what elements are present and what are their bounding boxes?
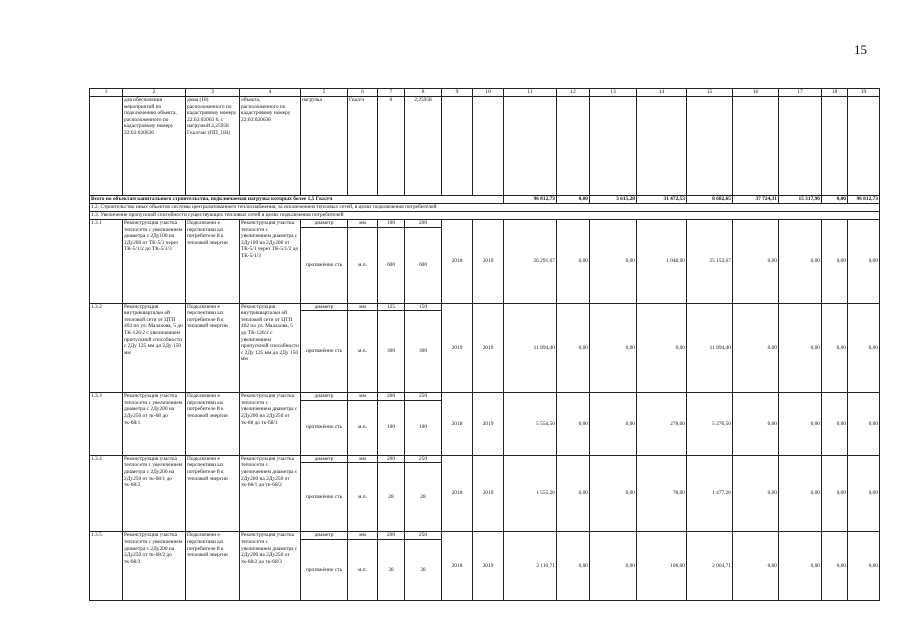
row-number: 1.3.3	[90, 393, 123, 456]
cost-value: 0,00	[733, 455, 779, 532]
section-heading-row	[90, 204, 880, 212]
cell	[637, 97, 687, 196]
cell	[733, 97, 779, 196]
row-number: 1.3.2	[90, 303, 123, 393]
row-number: 1.3.4	[90, 455, 123, 532]
column-number: 10	[473, 89, 504, 97]
parameter-unit: мм	[348, 220, 378, 228]
value-after: 200	[405, 220, 442, 228]
project-purpose: Подключени е перспективн ых потребителе й к тепловой энергии	[186, 532, 240, 601]
cell	[779, 97, 822, 196]
value-before: 28	[378, 463, 405, 532]
value-after: 28	[405, 463, 442, 532]
end-year: 2019	[473, 303, 504, 393]
project-purpose: Подключени е перспективн ых потребителе й к тепловой энергии	[186, 220, 240, 304]
cell	[504, 97, 557, 196]
start-year: 2018	[442, 393, 473, 456]
start-year: 2018	[442, 455, 473, 532]
cost-value: 0,00	[779, 303, 822, 393]
parameter-name: протяжённо сть	[301, 539, 348, 600]
parameter-name: диаметр	[301, 455, 348, 463]
value-after: 38	[405, 539, 442, 600]
cost-value: 0,00	[822, 532, 848, 601]
cost-value: 0,00	[557, 532, 590, 601]
value-before: 100	[378, 220, 405, 228]
page-number: 15	[854, 42, 867, 57]
parameter-name: протяжённо сть	[301, 400, 348, 455]
value-after: 150	[405, 303, 442, 311]
project-description: Реконструкция участка теплосети с увеличением диаметра с 2Ду200 на 2Ду250 от тк-68/2 до тк-68/3	[240, 532, 301, 601]
value-before: 125	[378, 303, 405, 311]
continuation-row	[90, 97, 880, 196]
end-year: 2019	[473, 393, 504, 456]
cost-value: 0,00	[848, 303, 880, 393]
cost-value: 0,00	[590, 220, 637, 304]
cost-value: 11 894,40	[504, 303, 557, 393]
project-purpose: Подключени е перспективн ых потребителе й к тепловой энергии	[186, 393, 240, 456]
start-year: 2018	[442, 532, 473, 601]
cost-value: 0,00	[733, 532, 779, 601]
section-heading: 1.2. Строительство иных объектов системы централизованного теплоснабжения, за исключением тепловых сетей, в целях подключения потребителей	[90, 204, 880, 212]
project-description: Реконструкция участка теплосети с увеличением диаметра с 2Ду200 на 2Ду250 от тк-68 до тк-68/1	[240, 393, 301, 456]
project-name: Реконструкция участка теплосети с увеличением диаметра с 2Ду200 на 2Ду250 от тк-68/1 до тк-68/2	[123, 455, 186, 532]
cost-value: 1 555,26	[504, 455, 557, 532]
end-year: 2019	[473, 532, 504, 601]
cell	[687, 97, 733, 196]
column-number: 18	[822, 89, 848, 97]
cost-value: 0,00	[557, 393, 590, 456]
value-before: 300	[378, 311, 405, 393]
project-description: Реконструкция участка теплосети с увеличением диаметра с 2Ду200 на 2Ду250 от тк-68/1 до тк-68/2	[240, 455, 301, 532]
total-value: 96 812,73	[504, 196, 557, 204]
cost-value: 0,00	[637, 303, 687, 393]
cost-value: 0,00	[590, 532, 637, 601]
parameter-unit: м.п.	[348, 400, 378, 455]
cell-name: для обеспечения мероприятий по подключению объекта, расположенного по кадастровому номеру 22:63:020636	[123, 97, 186, 196]
cost-value: 0,00	[557, 455, 590, 532]
cost-value: 0,00	[779, 455, 822, 532]
cost-value: 0,00	[848, 455, 880, 532]
cost-value: 0,00	[822, 455, 848, 532]
parameter-name: протяжённо сть	[301, 463, 348, 532]
parameter-name: протяжённо сть	[301, 311, 348, 393]
project-description: Реконструкция участка теплосети с увеличением диаметра с 2Ду100 на 2Ду200 от ТК-5/1 через ТК-5/1/2 до ТК-5/1/3	[240, 220, 301, 304]
cost-value: 0,00	[557, 303, 590, 393]
cost-value: 1 477,26	[687, 455, 733, 532]
cost-value: 1 048,00	[637, 220, 687, 304]
column-number: 14	[637, 89, 687, 97]
row-number: 1.3.5	[90, 532, 123, 601]
header-row	[90, 89, 880, 97]
cell-purpose: дома (18) расположенного по кадастровому номеру 22:63:02063 6, с нагрузкой 2,25958 Гкал/час (ПП_184)	[186, 97, 240, 196]
cost-value: 11 894,40	[687, 303, 733, 393]
cell	[822, 97, 848, 196]
value-after: 250	[405, 455, 442, 463]
value-before: 38	[378, 539, 405, 600]
start-year: 2019	[442, 303, 473, 393]
column-number: 17	[779, 89, 822, 97]
cost-value: 0,00	[848, 393, 880, 456]
project-name: Реконструкция участка теплосети с увеличением диаметра с 2Ду200 на 2Ду250 от тк-68 до тк-68/1	[123, 393, 186, 456]
value-after: 250	[405, 393, 442, 401]
parameter-name: диаметр	[301, 393, 348, 401]
cost-value: 0,00	[822, 303, 848, 393]
end-year: 2019	[473, 220, 504, 304]
start-year: 2018	[442, 220, 473, 304]
cost-value: 0,00	[779, 393, 822, 456]
cost-value: 0,00	[557, 220, 590, 304]
column-number: 5	[301, 89, 348, 97]
total-value: 0,00	[822, 196, 848, 204]
value-after: 600	[405, 227, 442, 303]
cost-value: 0,00	[848, 532, 880, 601]
column-number: 13	[590, 89, 637, 97]
cell-after: 2,25958	[405, 97, 442, 196]
table-row	[90, 220, 880, 228]
table-row	[90, 303, 880, 311]
cell-desc: объекта, расположенного по кадастровому номеру 22:63:020636	[240, 97, 301, 196]
parameter-unit: мм	[348, 455, 378, 463]
end-year: 2019	[473, 455, 504, 532]
total-value: 31 472,53	[637, 196, 687, 204]
cell-unit: Гкал/ч	[348, 97, 378, 196]
value-after: 100	[405, 400, 442, 455]
cost-value: 0,00	[590, 303, 637, 393]
total-value: 3 615,28	[590, 196, 637, 204]
total-label: Всего по объектам капитального строительства, подключаемая нагрузка которых более 1,5 Гкал/ч	[90, 196, 504, 204]
cost-value: 106,00	[637, 532, 687, 601]
total-value: 96 812,73	[848, 196, 880, 204]
cost-value: 78,00	[637, 455, 687, 532]
cost-value: 0,00	[590, 455, 637, 532]
project-name: Реконструкция участка теплосети с увеличением диаметра с 2Ду100 на 2Ду200 от ТК-5/1 через ТК-5/1/2 до ТК-5/1/3	[123, 220, 186, 304]
total-value: 15 317,96	[779, 196, 822, 204]
cell	[473, 97, 504, 196]
cell	[590, 97, 637, 196]
column-number: 16	[733, 89, 779, 97]
cell	[848, 97, 880, 196]
parameter-unit: мм	[348, 532, 378, 540]
column-number: 12	[557, 89, 590, 97]
column-number: 3	[186, 89, 240, 97]
table-row	[90, 455, 880, 463]
column-number: 19	[848, 89, 880, 97]
row-number: 1.3.1	[90, 220, 123, 304]
total-value: 0,00	[557, 196, 590, 204]
project-description: Реконструкция внутриквартальн ой тепловой сети от ЦТП 402 по ул. Малахова, 5 до ТК-126/2 с увеличением пропускной способности с 2Ду 125 мм до 2Ду 150 мм	[240, 303, 301, 393]
parameter-unit: м.п.	[348, 227, 378, 303]
project-name: Реконструкция внутриквартальн ой тепловой сети от ЦТП 402 по ул. Малахова, 5 до ТК-126/2 с увеличением пропускной способности с 2Ду 125 мм до 2Ду 150 мм	[123, 303, 186, 393]
cost-value: 25 153,67	[687, 220, 733, 304]
column-number: 15	[687, 89, 733, 97]
cell	[90, 97, 123, 196]
parameter-unit: м.п.	[348, 539, 378, 600]
parameter-name: диаметр	[301, 220, 348, 228]
total-row	[90, 196, 880, 204]
cell	[442, 97, 473, 196]
value-before: 200	[378, 455, 405, 463]
value-before: 600	[378, 227, 405, 303]
cost-value: 2 004,71	[687, 532, 733, 601]
column-number: 9	[442, 89, 473, 97]
total-value: 37 724,31	[733, 196, 779, 204]
column-number: 4	[240, 89, 301, 97]
value-before: 100	[378, 400, 405, 455]
parameter-unit: м.п.	[348, 311, 378, 393]
column-number: 6	[348, 89, 378, 97]
cost-value: 5 276,50	[687, 393, 733, 456]
table-row	[90, 532, 880, 540]
cell-param: нагрузка	[301, 97, 348, 196]
parameter-unit: мм	[348, 303, 378, 311]
total-value: 8 682,65	[687, 196, 733, 204]
cost-value: 26 291,67	[504, 220, 557, 304]
parameter-name: диаметр	[301, 303, 348, 311]
cost-value: 0,00	[733, 393, 779, 456]
value-before: 200	[378, 532, 405, 540]
cost-value: 0,00	[779, 220, 822, 304]
cost-value: 0,00	[733, 303, 779, 393]
project-purpose: Подключени е перспективн ых потребителе й к тепловой энергии	[186, 455, 240, 532]
cost-value: 5 554,50	[504, 393, 557, 456]
column-number: 1	[90, 89, 123, 97]
cell-before: 0	[378, 97, 405, 196]
investment-table	[89, 88, 880, 601]
column-number: 11	[504, 89, 557, 97]
parameter-unit: м.п.	[348, 463, 378, 532]
section-heading: 1.3. Увеличение пропускной способности существующих тепловых сетей в целях подключения потребителей	[90, 212, 880, 220]
column-number: 7	[378, 89, 405, 97]
cell	[557, 97, 590, 196]
column-number: 2	[123, 89, 186, 97]
value-before: 200	[378, 393, 405, 401]
cost-value: 0,00	[822, 393, 848, 456]
table-row	[90, 393, 880, 401]
cost-value: 278,00	[637, 393, 687, 456]
cost-value: 0,00	[822, 220, 848, 304]
value-after: 300	[405, 311, 442, 393]
section-heading-row	[90, 212, 880, 220]
parameter-name: диаметр	[301, 532, 348, 540]
value-after: 250	[405, 532, 442, 540]
cost-value: 2 110,71	[504, 532, 557, 601]
parameter-unit: мм	[348, 393, 378, 401]
column-number: 8	[405, 89, 442, 97]
cost-value: 0,00	[590, 393, 637, 456]
project-name: Реконструкция участка теплосети с увеличением диаметра с 2Ду200 на 2Ду250 от тк-68/2 до тк-68/3	[123, 532, 186, 601]
parameter-name: протяжённо сть	[301, 227, 348, 303]
cost-value: 0,00	[779, 532, 822, 601]
cost-value: 0,00	[733, 220, 779, 304]
project-purpose: Подключени е перспективн ых потребителе й к тепловой энергии	[186, 303, 240, 393]
cost-value: 0,00	[848, 220, 880, 304]
